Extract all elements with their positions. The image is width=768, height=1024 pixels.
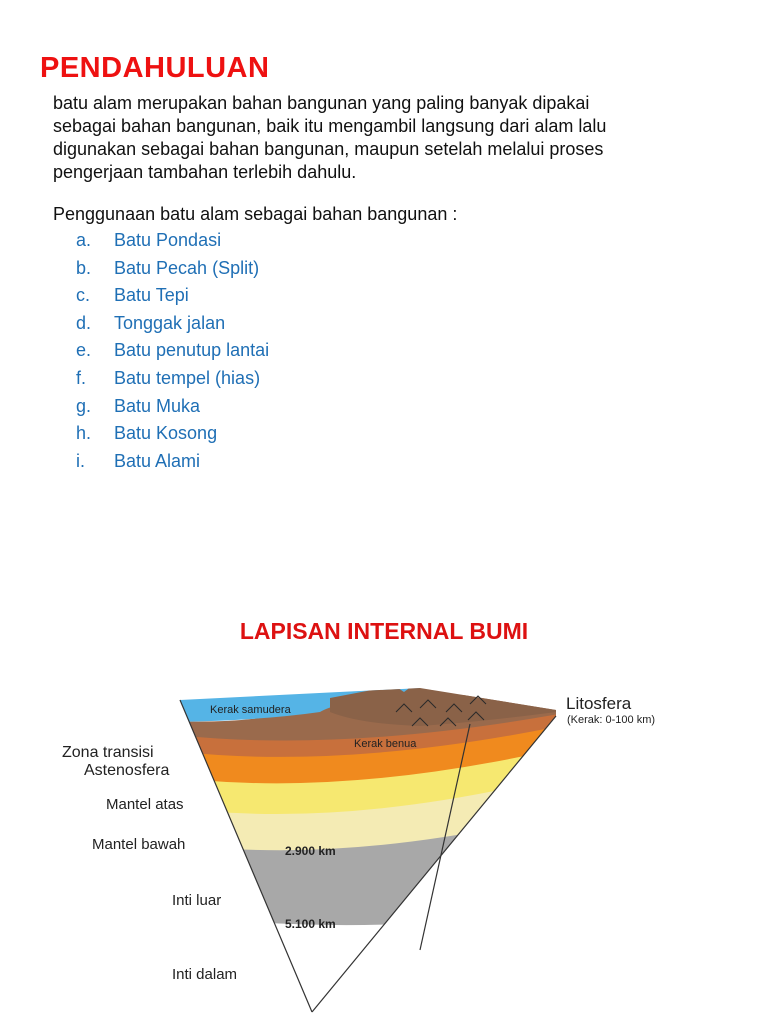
list-item-label: Batu Tepi <box>114 285 189 306</box>
list-item <box>76 368 269 396</box>
intro-line: batu alam merupakan bahan bangunan yang paling banyak dipakai <box>53 93 590 113</box>
list-item-label: Batu Muka <box>114 395 201 416</box>
list-marker: h. <box>76 423 92 444</box>
list-item <box>76 285 269 313</box>
usage-heading: Penggunaan batu alam sebagai bahan bangunan : <box>53 204 458 224</box>
depth-5100-label: 5.100 km <box>285 917 336 931</box>
ocean-crust-label: Kerak samudera <box>210 704 291 716</box>
intro-line: pengerjaan tambahan terlebih dahulu. <box>53 162 357 182</box>
list-item-label: Batu Alami <box>114 450 201 471</box>
list-marker: a. <box>76 230 92 250</box>
upper-mantle-label: Mantel atas <box>106 796 184 813</box>
list-marker: g. <box>76 395 92 416</box>
inner-core-label: Inti dalam <box>172 966 238 983</box>
list-marker: i. <box>76 450 85 471</box>
list-marker: b. <box>76 257 92 278</box>
list-item <box>76 313 269 341</box>
depth-2900-label: 2.900 km <box>285 844 336 858</box>
outer-core-label: Inti luar <box>172 892 222 909</box>
lower-mantle-label: Mantel bawah <box>92 836 186 853</box>
asthenosphere-label: Astenosfera <box>84 762 170 779</box>
list-item <box>76 230 269 258</box>
intro-paragraph <box>53 92 693 184</box>
list-item <box>76 258 269 286</box>
earth-layers-diagram <box>0 660 768 1024</box>
page-title: PENDAHULUAN <box>40 52 270 84</box>
list-item-label: Tonggak jalan <box>114 312 226 333</box>
continental-crust-label: Kerak benua <box>354 738 417 750</box>
list-item-label: Batu Pondasi <box>114 230 222 250</box>
usage-list <box>76 230 269 478</box>
list-item <box>76 340 269 368</box>
intro-line: sebagai bahan bangunan, baik itu mengambil langsung dari alam lalu <box>53 116 607 136</box>
list-item <box>76 423 269 451</box>
list-item <box>76 451 269 479</box>
list-marker: c. <box>76 285 91 306</box>
intro-line: digunakan sebagai bahan bangunan, maupun setelah melalui proses <box>53 139 604 159</box>
list-item-label: Batu Pecah (Split) <box>114 257 260 278</box>
list-marker: e. <box>76 340 92 361</box>
list-item-label: Batu penutup lantai <box>114 340 270 361</box>
list-item <box>76 396 269 424</box>
list-marker: f. <box>76 367 87 388</box>
lithosphere-label: Litosfera <box>566 694 632 713</box>
list-item-label: Batu Kosong <box>114 423 218 444</box>
list-marker: d. <box>76 312 92 333</box>
transition-zone-label: Zona transisi <box>62 744 154 761</box>
list-item-label: Batu tempel (hias) <box>114 367 261 388</box>
diagram-title: LAPISAN INTERNAL BUMI <box>239 618 529 644</box>
lithosphere-note: (Kerak: 0-100 km) <box>567 714 656 726</box>
